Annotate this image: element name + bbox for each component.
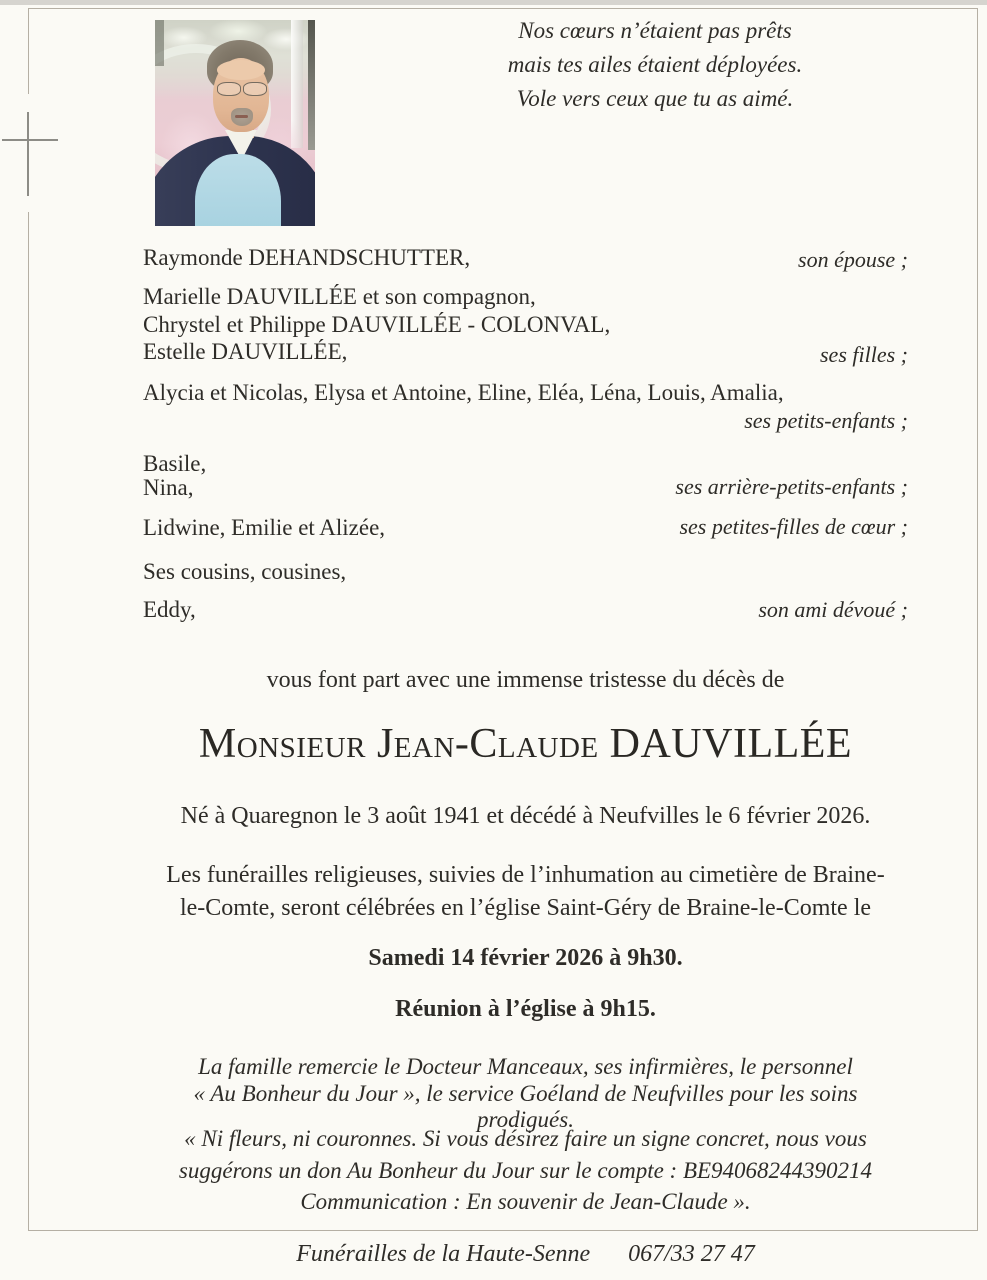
family-name: Estelle DAUVILLÉE,: [143, 339, 348, 364]
family-relation: ses filles ;: [820, 342, 908, 367]
photo-left-corner: [155, 20, 164, 66]
footer: [143, 1241, 908, 1268]
funeral-home-name: Funérailles de la Haute-Senne: [296, 1241, 591, 1267]
deceased-name: Monsieur Jean-Claude DAUVILLÉE: [198, 721, 853, 767]
quote-line: Vole vers ceux que tu as aimé.: [516, 86, 794, 111]
family-name: Lidwine, Emilie et Alizée,: [143, 515, 386, 540]
scan-top-edge: [0, 0, 987, 5]
family-relation: ses petits-enfants ;: [744, 408, 908, 433]
thanks-line: La famille remercie le Docteur Manceaux, ses infirmières, le personnel: [198, 1054, 853, 1079]
registration-cross-icon: [2, 139, 58, 141]
memorial-quote: [430, 14, 880, 116]
family-relation: son ami dévoué ;: [758, 597, 908, 622]
quote-line: Nos cœurs n’étaient pas prêts: [518, 18, 792, 43]
donation-line: Communication : En souvenir de Jean-Claude ».: [300, 1189, 751, 1214]
funeral-date: Samedi 14 février 2026 à 9h30.: [368, 945, 683, 971]
glasses-icon: [217, 82, 241, 96]
family-name: Chrystel et Philippe DAUVILLÉE - COLONVAL,: [143, 312, 611, 337]
announcement-line: vous font part avec une immense tristesse du décès de: [266, 667, 785, 693]
donation-line: suggérons un don Au Bonheur du Jour sur le compte : BE94068244390214: [178, 1158, 873, 1183]
family-name: Ses cousins, cousines,: [143, 559, 347, 584]
family-name: Basile,: [143, 451, 207, 476]
family-name: Raymonde DEHANDSCHUTTER,: [143, 245, 471, 270]
family-name: Alycia et Nicolas, Elysa et Antoine, Eline, Eléa, Léna, Louis, Amalia,: [143, 380, 784, 405]
registration-cross-icon: [27, 112, 29, 196]
funeral-line: Les funérailles religieuses, suivies de l’inhumation au cimetière de Braine-: [166, 862, 885, 888]
family-name: Nina,: [143, 475, 194, 500]
funeral-meeting: Réunion à l’église à 9h15.: [395, 996, 656, 1022]
thanks-line: « Au Bonheur du Jour », le service Goéland de Neufvilles pour les soins prodigués.: [193, 1081, 858, 1132]
family-name: Eddy,: [143, 597, 196, 622]
man-mouth: [235, 115, 248, 118]
donation-line: « Ni fleurs, ni couronnes. Si vous désirez faire un signe concret, nous vous: [184, 1126, 867, 1151]
photo-window-edge: [308, 20, 315, 150]
man-forehead: [217, 60, 265, 80]
funeral-line: le-Comte, seront célébrées en l’église Saint-Géry de Braine-le-Comte le: [179, 895, 872, 921]
family-relation: ses petites-filles de cœur ;: [679, 514, 908, 539]
funeral-home-phone: 067/33 27 47: [628, 1241, 755, 1267]
portrait-photo: [155, 20, 315, 226]
life-dates: Né à Quaregnon le 3 août 1941 et décédé à Neufvilles le 6 février 2026.: [180, 803, 871, 829]
family-relation: ses arrière-petits-enfants ;: [675, 474, 908, 499]
quote-line: mais tes ailes étaient déployées.: [507, 52, 803, 77]
family-name: Marielle DAUVILLÉE et son compagnon,: [143, 284, 536, 309]
glasses-icon: [243, 82, 267, 96]
family-relation: son épouse ;: [798, 247, 908, 272]
